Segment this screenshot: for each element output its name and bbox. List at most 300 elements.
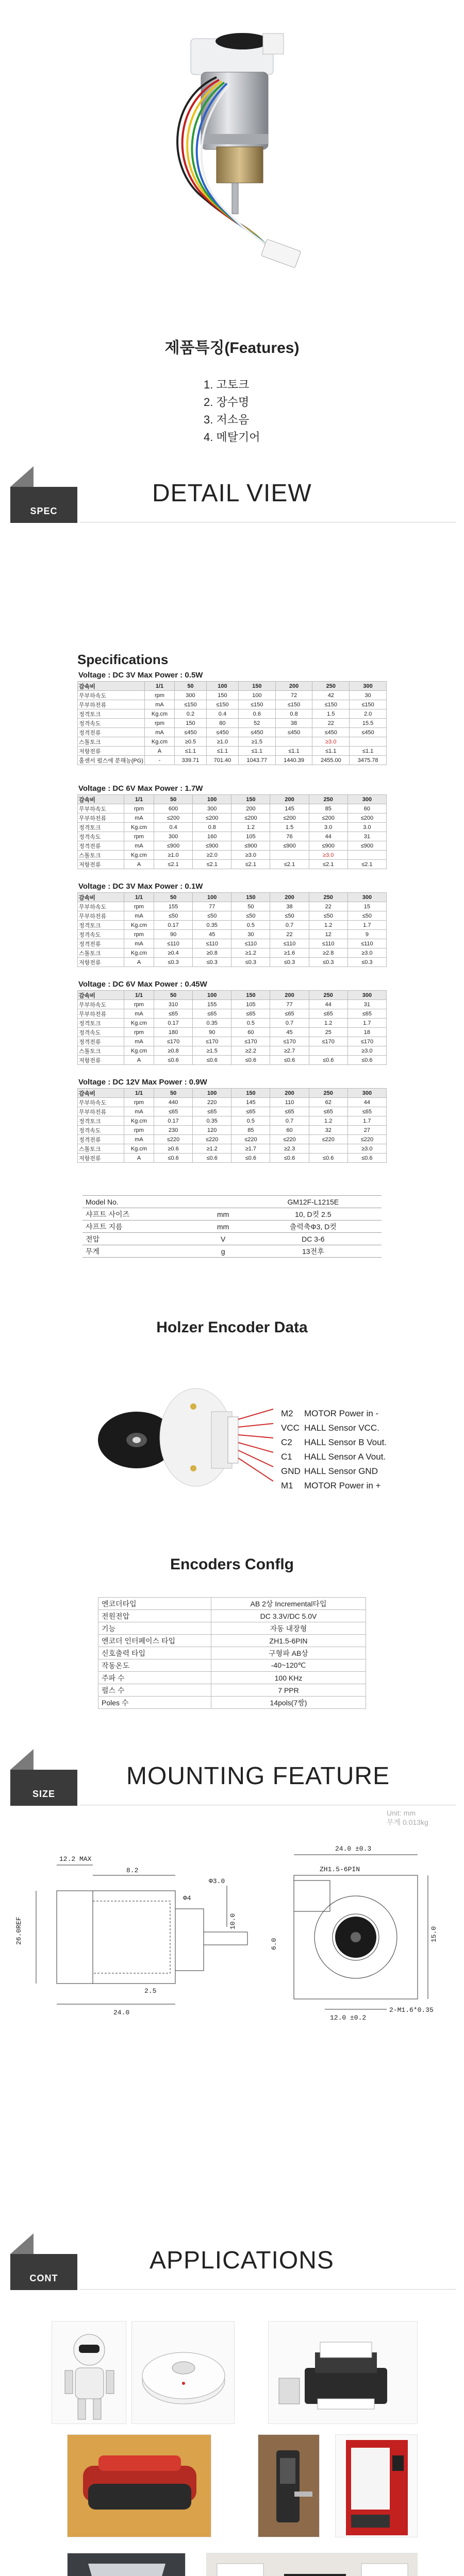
table-cell: 0.4	[154, 823, 193, 832]
table-cell: ≤0.6	[231, 1154, 270, 1163]
table-cell: 3.0	[309, 823, 347, 832]
table-cell: 0.4	[206, 709, 238, 719]
mounting-feature-title: MOUNTING FEATURE	[126, 1762, 390, 1790]
table-cell: ≤2.1	[193, 860, 231, 869]
table-row	[78, 1154, 387, 1163]
dim-label: 12.2 MAX	[59, 1855, 92, 1863]
table-cell: Kg.cm	[144, 737, 174, 747]
table-row	[98, 1598, 366, 1610]
table-cell: 45	[193, 930, 231, 939]
table-row	[82, 1245, 382, 1258]
table-cell: 120	[193, 1126, 231, 1135]
pin-name: M2	[281, 1409, 293, 1418]
table-cell: 1.2	[309, 1019, 347, 1028]
table-cell: 샤프트 사이즈	[82, 1208, 202, 1221]
table-cell: 0.5	[231, 1116, 270, 1126]
gear-motor-icon	[155, 10, 314, 299]
table-cell: ≤0.3	[270, 958, 309, 967]
table-cell: 2455.00	[312, 756, 350, 765]
table-cell: A	[144, 747, 174, 756]
spec-table	[77, 990, 387, 1065]
table-cell: Kg.cm	[124, 1046, 154, 1056]
table-cell: 200	[231, 804, 270, 814]
table-cell: 15	[347, 902, 386, 911]
table-row	[78, 1009, 387, 1019]
table-cell: ≤220	[193, 1135, 231, 1144]
table-cell: ≤65	[231, 1009, 270, 1019]
table-cell: 50	[154, 795, 193, 804]
table-cell: ≤0.6	[193, 1056, 231, 1065]
table-cell: Model No.	[82, 1196, 202, 1208]
table-cell: 22	[312, 719, 350, 728]
table-cell: ≤0.6	[154, 1056, 193, 1065]
massage-chair-icon	[68, 2435, 211, 2537]
table-cell: 무부하전류	[78, 700, 145, 709]
table-cell: ≥2.0	[193, 851, 231, 860]
table-cell: 50	[154, 893, 193, 902]
detail-view-title: DETAIL VIEW	[152, 480, 312, 507]
table-cell: 77	[193, 902, 231, 911]
spec-table-2	[77, 881, 387, 967]
table-cell: Poles 수	[98, 1697, 211, 1709]
table-cell: ≤200	[309, 814, 347, 823]
table-cell: 14pols(7쌍)	[211, 1697, 366, 1709]
table-cell: 1.7	[347, 921, 386, 930]
door-lock-icon	[258, 2435, 320, 2537]
table-cell: rpm	[124, 930, 154, 939]
table-cell: 38	[270, 902, 309, 911]
table-cell: ≤150	[312, 700, 350, 709]
table-cell: 자동 내장형	[211, 1622, 366, 1635]
table-cell: ≤65	[154, 1107, 193, 1116]
table-cell: 72	[275, 691, 312, 700]
table-cell	[202, 1196, 245, 1208]
table-row	[78, 860, 387, 869]
table-row	[98, 1659, 366, 1672]
table-cell: 정격토크	[78, 1019, 124, 1028]
table-cell: mA	[144, 728, 174, 737]
table-row	[78, 958, 387, 967]
table-cell: 31	[347, 1000, 386, 1009]
table-cell: ≥3.0	[347, 1046, 386, 1056]
table-row	[78, 832, 387, 841]
table-cell: 150	[206, 691, 238, 700]
table-cell: 250	[309, 893, 347, 902]
table-cell: ≤900	[193, 841, 231, 851]
table-cell: 52	[238, 719, 275, 728]
table-cell: ≤65	[154, 1009, 193, 1019]
table-cell: ≤65	[270, 1107, 309, 1116]
table-cell: 90	[154, 930, 193, 939]
table-cell: ≥2.3	[270, 1144, 309, 1154]
table-cell: Kg.cm	[124, 823, 154, 832]
table-cell: 27	[347, 1126, 386, 1135]
encoder-table	[98, 1597, 366, 1709]
table-cell: 300	[347, 893, 386, 902]
table-cell: Kg.cm	[124, 1116, 154, 1126]
table-cell: 44	[347, 1098, 386, 1107]
table-cell: ≥0.8	[193, 948, 231, 958]
table-cell: ≤170	[231, 1037, 270, 1046]
table-cell: 정격전류	[78, 841, 124, 851]
table-cell: 85	[231, 1126, 270, 1135]
table-cell: 60	[347, 804, 386, 814]
table-cell: 12	[309, 930, 347, 939]
table-cell: 홀센서 펄스에 분해능(PG)	[78, 756, 145, 765]
table-cell: ≤170	[309, 1037, 347, 1046]
table-cell: 정격토크	[78, 709, 145, 719]
table-cell: DC 3.3V/DC 5.0V	[211, 1610, 366, 1622]
table-cell: 스톨토크	[78, 1046, 124, 1056]
table-cell: 80	[206, 719, 238, 728]
hall-pin-item	[281, 1421, 387, 1435]
size-badge	[10, 1749, 77, 1806]
table-cell: 감속비	[78, 893, 124, 902]
table-cell: A	[124, 860, 154, 869]
pin-name: VCC	[281, 1423, 300, 1433]
table-row	[78, 756, 387, 765]
table-cell: ≥1.5	[193, 1046, 231, 1056]
spec-table	[77, 681, 387, 765]
table-cell: 무부하속도	[78, 1098, 124, 1107]
table-cell: 무게	[82, 1245, 202, 1258]
table-cell: ≤2.1	[231, 860, 270, 869]
voltage-header: Voltage : DC 3V Max Power : 0.5W	[78, 671, 203, 680]
table-cell: ≤900	[347, 841, 386, 851]
table-cell: ≤0.6	[270, 1056, 309, 1065]
spec-table-0	[77, 670, 387, 765]
table-cell: ≤0.6	[270, 1154, 309, 1163]
table-cell: ≤200	[231, 814, 270, 823]
table-cell: 250	[309, 795, 347, 804]
table-cell: ≤0.3	[193, 958, 231, 967]
table-cell: 200	[270, 991, 309, 1000]
table-cell: ≤900	[270, 841, 309, 851]
table-cell: 0.7	[270, 1116, 309, 1126]
table-cell: ≥2.2	[231, 1046, 270, 1056]
table-cell: 무부하전류	[78, 911, 124, 921]
table-cell: ≥3.0	[347, 948, 386, 958]
table-row	[78, 700, 387, 709]
table-cell: 440	[154, 1098, 193, 1107]
table-cell	[309, 1046, 347, 1056]
app-tile-vending	[335, 2434, 418, 2537]
table-cell: 0.8	[275, 709, 312, 719]
table-cell: 1/1	[144, 682, 174, 691]
table-cell: 저항전류	[78, 958, 124, 967]
divider	[80, 2289, 456, 2290]
table-cell: 저항전류	[78, 1154, 124, 1163]
hall-pin-item	[281, 1479, 387, 1493]
table-cell: 90	[193, 1028, 231, 1037]
features-title: 제품특징(Features)	[164, 340, 300, 357]
table-cell: 전원전압	[98, 1610, 211, 1622]
table-cell: Kg.cm	[124, 851, 154, 860]
table-cell: 정격속도	[78, 1126, 124, 1135]
table-cell: 무부하전류	[78, 1107, 124, 1116]
table-cell: ≤2.1	[309, 860, 347, 869]
table-cell: 300	[347, 991, 386, 1000]
app-tile-robot	[52, 2321, 126, 2424]
pin-name: M1	[281, 1481, 293, 1490]
table-cell: 무부하속도	[78, 1000, 124, 1009]
table-cell: ≤200	[154, 814, 193, 823]
table-cell: 85	[309, 804, 347, 814]
table-cell: ≥3.0	[312, 737, 350, 747]
table-cell: ≤65	[309, 1009, 347, 1019]
table-row	[82, 1196, 382, 1208]
table-cell: Kg.cm	[124, 948, 154, 958]
table-cell: 62	[309, 1098, 347, 1107]
table-cell: 정격속도	[78, 1028, 124, 1037]
table-cell	[275, 737, 312, 747]
hall-encoder-title: Holzer Encoder Data	[156, 1319, 308, 1336]
table-cell: 1.2	[309, 921, 347, 930]
table-cell: 200	[275, 682, 312, 691]
table-cell: 1.7	[347, 1116, 386, 1126]
table-cell: 160	[193, 832, 231, 841]
table-row	[78, 939, 387, 948]
table-cell: 엔코더 인터페이스 타입	[98, 1635, 211, 1647]
pin-description: MOTOR Power in -	[304, 1409, 379, 1418]
table-cell: ≤65	[193, 1107, 231, 1116]
table-row	[78, 728, 387, 737]
table-cell: 정격속도	[78, 930, 124, 939]
table-cell: ≤65	[347, 1107, 386, 1116]
table-row	[82, 1208, 382, 1221]
spec-badge	[10, 466, 77, 523]
table-cell: AB 2상 Incremental타입	[211, 1598, 366, 1610]
table-cell	[350, 737, 387, 747]
voltage-header: Voltage : DC 6V Max Power : 1.7W	[78, 784, 203, 793]
table-cell: 42	[312, 691, 350, 700]
table-cell: DC 3-6	[245, 1233, 382, 1245]
table-cell: 정격토크	[78, 921, 124, 930]
table-cell: 100	[193, 991, 231, 1000]
table-cell: 0.7	[270, 921, 309, 930]
table-cell: 0.8	[193, 823, 231, 832]
app-tile-door-lock	[258, 2434, 320, 2537]
table-cell: ≤450	[275, 728, 312, 737]
table-cell: 50	[174, 682, 206, 691]
table-cell: ≤220	[347, 1135, 386, 1144]
table-cell: 77	[270, 1000, 309, 1009]
table-cell: 7 PPR	[211, 1684, 366, 1697]
spec-table-3	[77, 979, 387, 1065]
table-cell: mm	[202, 1208, 245, 1221]
table-cell: ≤900	[309, 841, 347, 851]
table-cell: ≤1.1	[312, 747, 350, 756]
dim-label: 24.0	[113, 2009, 130, 2016]
table-cell: 15.5	[350, 719, 387, 728]
vending-machine-icon	[336, 2435, 418, 2537]
table-cell: ≥1.6	[270, 948, 309, 958]
table-cell: ZH1.5-6PIN	[211, 1635, 366, 1647]
table-cell: 무부하속도	[78, 804, 124, 814]
table-cell: ≤170	[347, 1037, 386, 1046]
table-cell: Kg.cm	[124, 1019, 154, 1028]
table-cell: 1/1	[124, 991, 154, 1000]
table-header-row	[78, 795, 387, 804]
table-row	[78, 1037, 387, 1046]
table-cell: rpm	[124, 902, 154, 911]
encoder-board-icon	[93, 1381, 278, 1489]
app-tile-range-hood	[67, 2553, 186, 2576]
table-row	[78, 1135, 387, 1144]
table-cell: mA	[124, 1009, 154, 1019]
table-cell: 1/1	[124, 795, 154, 804]
table-row	[78, 737, 387, 747]
table-cell: 50	[231, 902, 270, 911]
table-cell: 100 KHz	[211, 1672, 366, 1684]
table-cell: ≤0.6	[231, 1056, 270, 1065]
model-table	[82, 1195, 382, 1258]
hall-pin-item	[281, 1450, 387, 1464]
dim-label: 12.0 ±0.2	[330, 2014, 367, 2022]
table-cell: ≥1.2	[231, 948, 270, 958]
table-cell: ≤0.6	[309, 1154, 347, 1163]
table-cell: 300	[350, 682, 387, 691]
table-cell: 150	[238, 682, 275, 691]
table-cell: 701.40	[206, 756, 238, 765]
robot-icon	[52, 2321, 126, 2424]
table-row	[78, 1019, 387, 1028]
table-cell: 45	[270, 1028, 309, 1037]
table-cell: ≤110	[154, 939, 193, 948]
table-cell: ≤50	[309, 911, 347, 921]
feature-item: 1. 고토크	[204, 378, 250, 391]
table-cell: 정격전류	[78, 939, 124, 948]
hall-pin-item	[281, 1435, 387, 1450]
hall-pin-item	[281, 1406, 387, 1421]
table-cell: 샤프트 지름	[82, 1221, 202, 1233]
printer-icon	[269, 2321, 418, 2424]
table-cell: ≤450	[206, 728, 238, 737]
table-row	[98, 1697, 366, 1709]
table-cell: 300	[154, 832, 193, 841]
table-cell: ≥2.7	[270, 1046, 309, 1056]
table-cell: 0.17	[154, 921, 193, 930]
table-cell: 50	[154, 991, 193, 1000]
table-cell: 작동온도	[98, 1659, 211, 1672]
spec-table	[77, 1088, 387, 1163]
table-cell: 155	[193, 1000, 231, 1009]
table-cell: 76	[270, 832, 309, 841]
table-row	[78, 851, 387, 860]
pin-description: MOTOR Power in +	[304, 1481, 381, 1490]
unit-line: Unit: mm	[387, 1809, 416, 1817]
table-cell: 22	[309, 902, 347, 911]
spec-table	[77, 794, 387, 869]
range-hood-icon	[68, 2553, 186, 2576]
table-cell: rpm	[124, 832, 154, 841]
table-cell: ≤65	[270, 1009, 309, 1019]
table-row	[78, 841, 387, 851]
table-row	[78, 1056, 387, 1065]
table-cell: 200	[270, 893, 309, 902]
table-row	[98, 1672, 366, 1684]
table-cell: A	[124, 1056, 154, 1065]
table-cell: ≤170	[270, 1037, 309, 1046]
table-row	[78, 823, 387, 832]
table-cell: 0.35	[193, 1116, 231, 1126]
smart-home-icon	[207, 2553, 418, 2576]
table-row	[78, 948, 387, 958]
hall-pin-item	[281, 1464, 387, 1479]
dim-label: 6.0	[270, 1938, 278, 1950]
table-cell: 스톨토크	[78, 851, 124, 860]
table-cell: 105	[231, 1000, 270, 1009]
table-cell: 1.5	[270, 823, 309, 832]
table-cell: ≥3.0	[231, 851, 270, 860]
table-cell: 600	[154, 804, 193, 814]
table-cell: ≤50	[154, 911, 193, 921]
table-cell: 감속비	[78, 795, 124, 804]
table-cell: mA	[124, 1135, 154, 1144]
weight-line: 무게 0.013kg	[387, 1818, 428, 1826]
voltage-header: Voltage : DC 6V Max Power : 0.45W	[78, 980, 207, 989]
app-tile-vacuum	[131, 2321, 235, 2424]
mounting-drawing	[5, 1834, 459, 2032]
table-cell: 60	[270, 1126, 309, 1135]
table-cell: 150	[174, 719, 206, 728]
table-cell: ≤200	[193, 814, 231, 823]
table-cell: ≥2.8	[309, 948, 347, 958]
table-cell: ≤50	[193, 911, 231, 921]
table-cell: ≤0.6	[309, 1056, 347, 1065]
spec-table-4	[77, 1077, 387, 1163]
table-cell: 무부하속도	[78, 691, 145, 700]
table-cell: ≤1.1	[275, 747, 312, 756]
table-cell: -	[144, 756, 174, 765]
table-cell: ≤0.3	[154, 958, 193, 967]
table-row	[78, 1126, 387, 1135]
table-cell: 13전후	[245, 1245, 382, 1258]
table-row	[78, 719, 387, 728]
table-row	[82, 1221, 382, 1233]
table-cell: ≤150	[174, 700, 206, 709]
table-cell: 180	[154, 1028, 193, 1037]
robot-vacuum-icon	[132, 2321, 235, 2424]
table-cell: 100	[193, 893, 231, 902]
table-cell: ≤220	[231, 1135, 270, 1144]
table-cell: 2.0	[350, 709, 387, 719]
table-cell: ≤150	[275, 700, 312, 709]
table-row	[78, 1116, 387, 1126]
table-cell: mm	[202, 1221, 245, 1233]
table-cell: 저항전류	[78, 747, 145, 756]
table-cell: 감속비	[78, 991, 124, 1000]
table-cell: 정격속도	[78, 832, 124, 841]
table-cell: 무부하전류	[78, 1009, 124, 1019]
table-cell: 25	[309, 1028, 347, 1037]
table-cell: 18	[347, 1028, 386, 1037]
table-cell: ≤450	[238, 728, 275, 737]
table-cell: ≤200	[270, 814, 309, 823]
table-cell: ≤150	[238, 700, 275, 709]
table-cell: 300	[193, 804, 231, 814]
table-cell: mA	[124, 939, 154, 948]
table-cell: 출력축Φ3, D컷	[245, 1221, 382, 1233]
table-cell: 정격토크	[78, 823, 124, 832]
table-cell: 250	[312, 682, 350, 691]
table-cell: ≤110	[231, 939, 270, 948]
table-cell: ≤0.6	[154, 1154, 193, 1163]
table-cell: 1/1	[124, 893, 154, 902]
table-cell: 32	[309, 1126, 347, 1135]
table-cell: rpm	[144, 719, 174, 728]
table-cell: 100	[193, 1089, 231, 1098]
